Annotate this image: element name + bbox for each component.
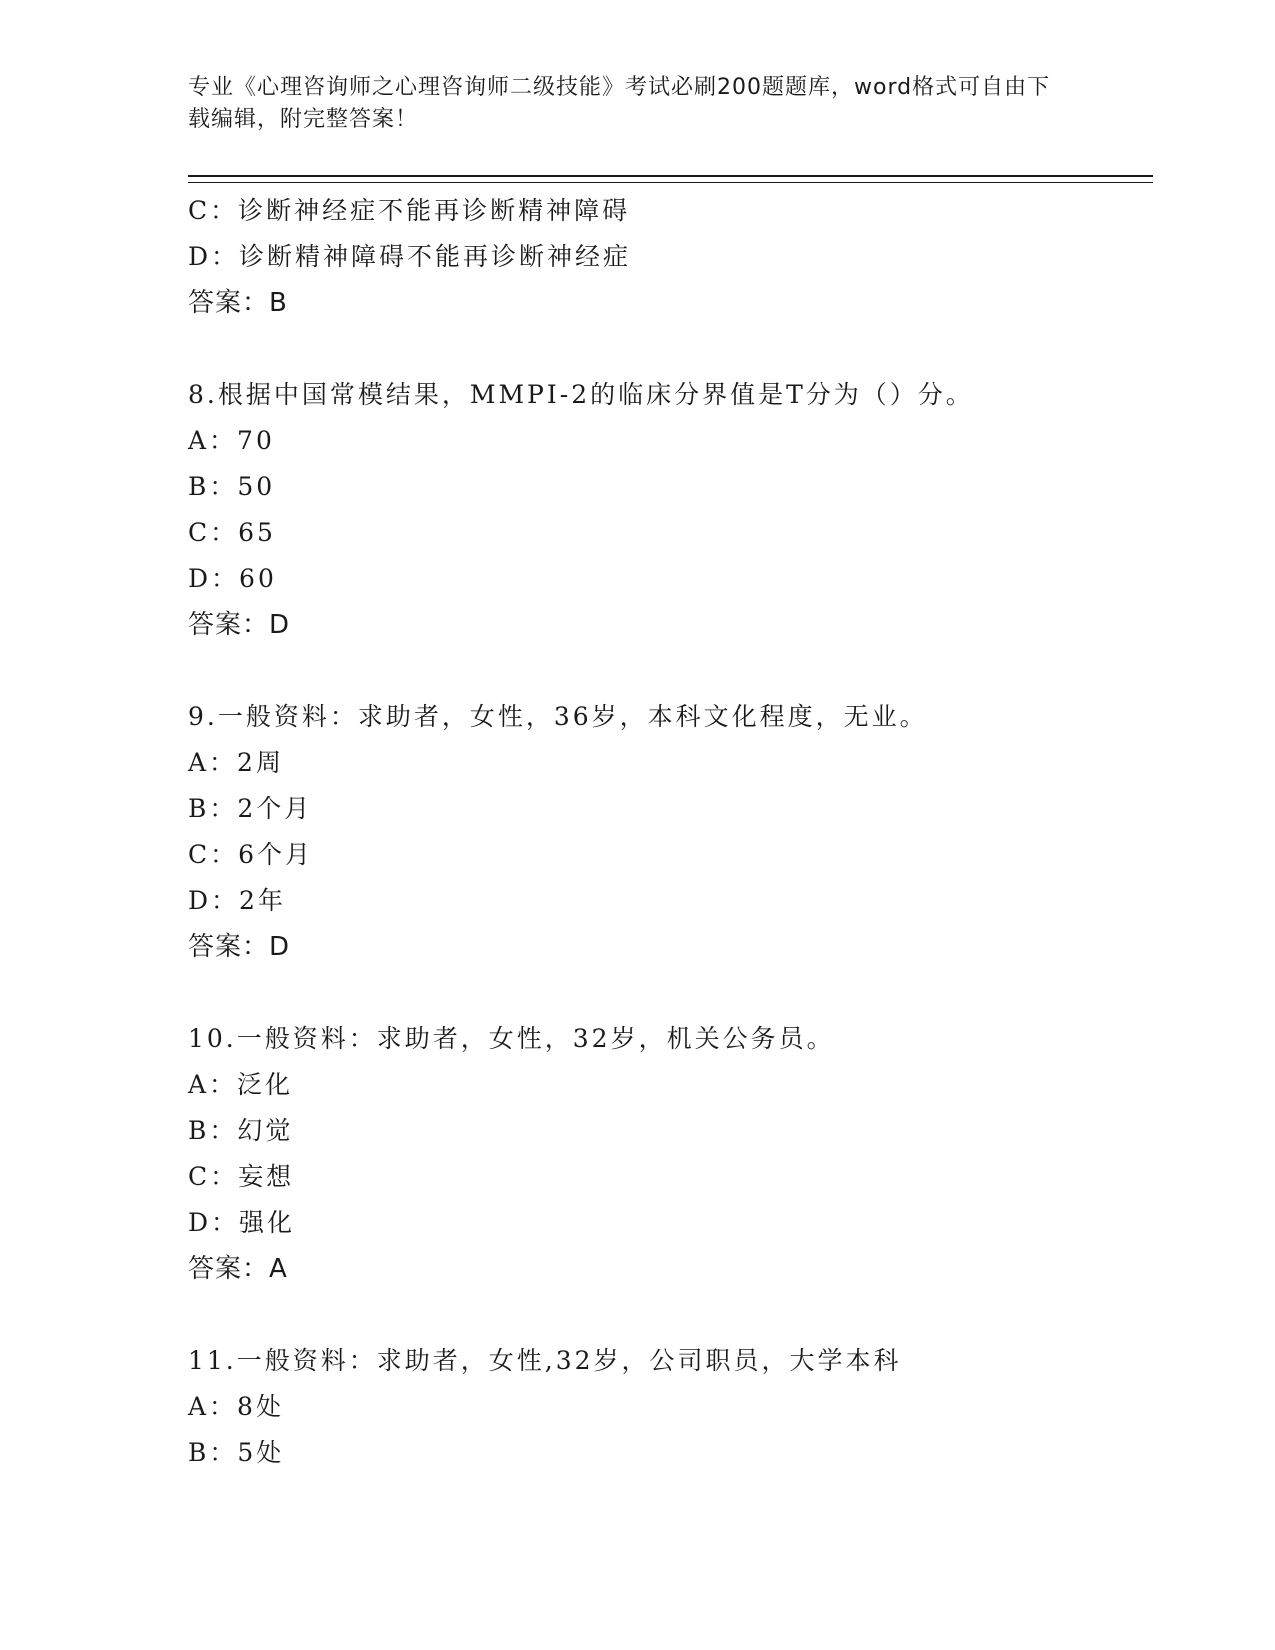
header-divider-thick	[188, 175, 1153, 177]
option-a: A：泛化	[188, 1070, 294, 1099]
option-c: C：妄想	[188, 1162, 295, 1191]
option-b: B：2个月	[188, 794, 313, 823]
option-a: A：2周	[188, 748, 284, 777]
question-11	[188, 1338, 1148, 1476]
question-list	[188, 188, 1148, 1476]
question-stem: 9.一般资料：求助者，女性，36岁，本科文化程度，无业。	[188, 702, 928, 731]
option-b: B：5处	[188, 1438, 285, 1467]
question-stem: 8.根据中国常模结果，MMPI-2的临床分界值是T分为（）分。	[188, 380, 974, 409]
question-stem: 10.一般资料：求助者，女性，32岁，机关公务员。	[188, 1024, 835, 1053]
answer-line: 答案：B	[188, 288, 288, 318]
answer-line: 答案：D	[188, 932, 291, 962]
option-a: A：70	[188, 426, 275, 455]
option-c: C：6个月	[188, 840, 314, 869]
question-10	[188, 1016, 1148, 1292]
option-b: B：50	[188, 472, 276, 501]
header-divider-thin	[188, 182, 1153, 183]
answer-line: 答案：D	[188, 610, 291, 640]
option-d: D：诊断精神障碍不能再诊断神经症	[188, 242, 632, 271]
option-c: C：65	[188, 518, 276, 547]
option-d: D：强化	[188, 1208, 296, 1237]
option-d: D：2年	[188, 886, 286, 915]
document-header: 专业《心理咨询师之心理咨询师二级技能》考试必刷200题题库，word格式可自由下载编辑，附完整答案！	[188, 75, 1051, 132]
option-d: D：60	[188, 564, 277, 593]
question-8	[188, 372, 1148, 648]
option-a: A：8处	[188, 1392, 284, 1421]
question-7-continued	[188, 188, 1148, 326]
answer-line: 答案：A	[188, 1254, 288, 1284]
question-9	[188, 694, 1148, 970]
question-stem: 11.一般资料：求助者，女性,32岁，公司职员，大学本科	[188, 1346, 902, 1375]
option-b: B：幻觉	[188, 1116, 294, 1145]
option-c: C：诊断神经症不能再诊断精神障碍	[188, 196, 631, 225]
